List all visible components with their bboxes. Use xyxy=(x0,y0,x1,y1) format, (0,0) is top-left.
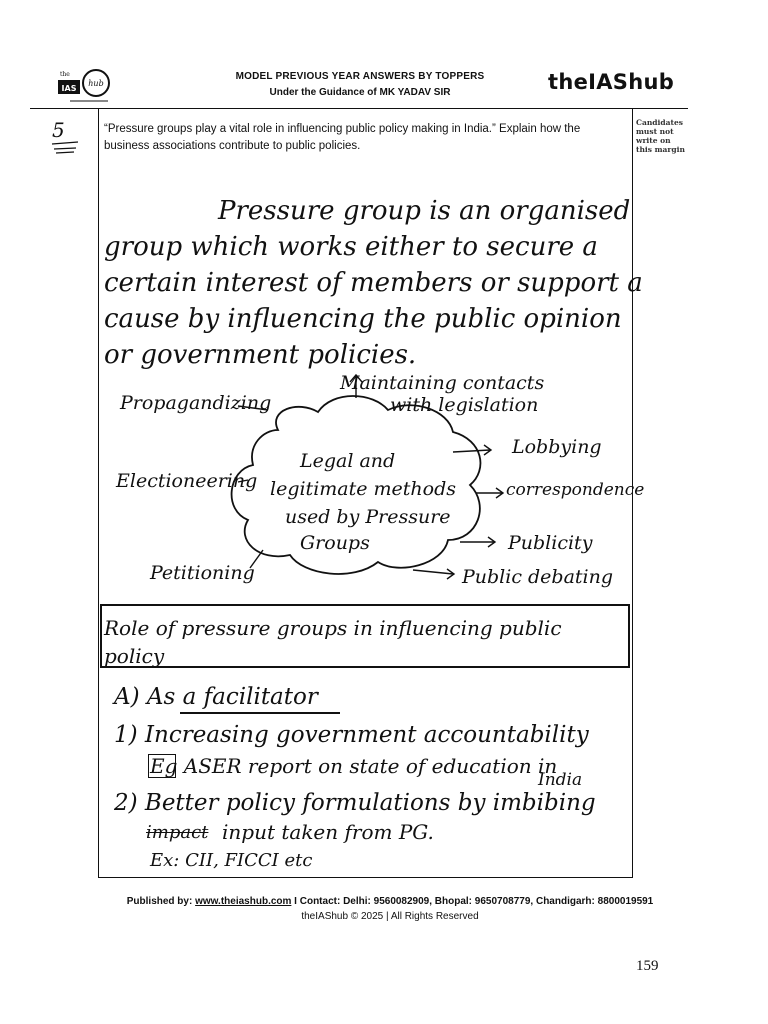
svg-text:the: the xyxy=(60,71,70,78)
point-2-cont: input taken from PG. xyxy=(222,820,434,844)
brand-name: theIAShub xyxy=(548,70,675,94)
intro-line-3: certain interest of members or support a xyxy=(104,268,643,298)
page-number: 159 xyxy=(636,958,659,974)
cloud-line-1: Legal and xyxy=(300,450,396,472)
margin-note: Candidates must not write on this margin xyxy=(636,118,685,154)
cloud-line-3: used by Pressure xyxy=(285,506,451,528)
footer-rule xyxy=(98,877,633,878)
header-rule xyxy=(30,108,688,109)
header-subtitle: Under the Guidance of MK YADAV SIR xyxy=(269,87,451,98)
cloud-line-4: Groups xyxy=(300,532,370,554)
intro-line-5: or government policies. xyxy=(104,340,417,370)
section-a-underline xyxy=(180,712,340,714)
intro-line-1: Pressure group is an organised xyxy=(218,196,631,226)
svg-text:hub: hub xyxy=(88,79,104,88)
svg-text:IAS: IAS xyxy=(61,84,77,93)
point-1: 1) Increasing government accountability xyxy=(114,722,589,748)
point-2-example: Ex: CII, FICCI etc xyxy=(150,850,313,871)
question-number: 5 xyxy=(52,118,65,142)
header-title: MODEL PREVIOUS YEAR ANSWERS BY TOPPERS xyxy=(235,71,485,82)
question-number-underline xyxy=(48,140,84,156)
example-box xyxy=(148,754,176,778)
role-heading-line-2: policy xyxy=(104,644,165,668)
contact-text: I Contact: Delhi: 9560082909, Bhopal: 9650708779, Chandigarh: 8800019591 xyxy=(291,896,654,907)
point-2: 2) Better policy formulations by imbibing xyxy=(114,790,596,816)
intro-line-4: cause by influencing the public opinion xyxy=(104,304,622,334)
role-heading-line-1: Role of pressure groups in influencing public xyxy=(104,616,562,640)
method-lobbying: Lobbying xyxy=(512,436,602,458)
footer-contact xyxy=(60,896,720,907)
method-public-debating: Public debating xyxy=(462,566,614,588)
section-a-heading: A) As a facilitator xyxy=(114,684,318,710)
method-publicity: Publicity xyxy=(508,532,593,554)
point-1-example-cont: India xyxy=(538,770,583,790)
method-maintaining-contacts: Maintaining contacts xyxy=(340,372,545,394)
method-electioneering: Electioneering xyxy=(116,470,258,492)
iashub-logo xyxy=(56,66,116,106)
website-link[interactable]: www.theiashub.com xyxy=(195,896,292,907)
method-with-legislation: with legislation xyxy=(390,394,539,416)
cloud-line-2: legitimate methods xyxy=(270,478,457,500)
intro-line-2: group which works either to secure a xyxy=(104,232,598,262)
point-2-struck: impact xyxy=(146,822,209,843)
method-correspondence: correspondence xyxy=(506,480,645,500)
point-1-example: Eg ASER report on state of education in xyxy=(150,754,558,778)
footer-copyright: theIAShub © 2025 | All Rights Reserved xyxy=(301,911,479,922)
method-petitioning: Petitioning xyxy=(150,562,255,584)
question-text: “Pressure groups play a vital role in influencing public policy making in India.” Explain how the business associations contribute to public policies. xyxy=(104,123,581,152)
published-label: Published by: xyxy=(126,896,193,907)
method-propagandizing: Propagandizing xyxy=(120,392,272,414)
